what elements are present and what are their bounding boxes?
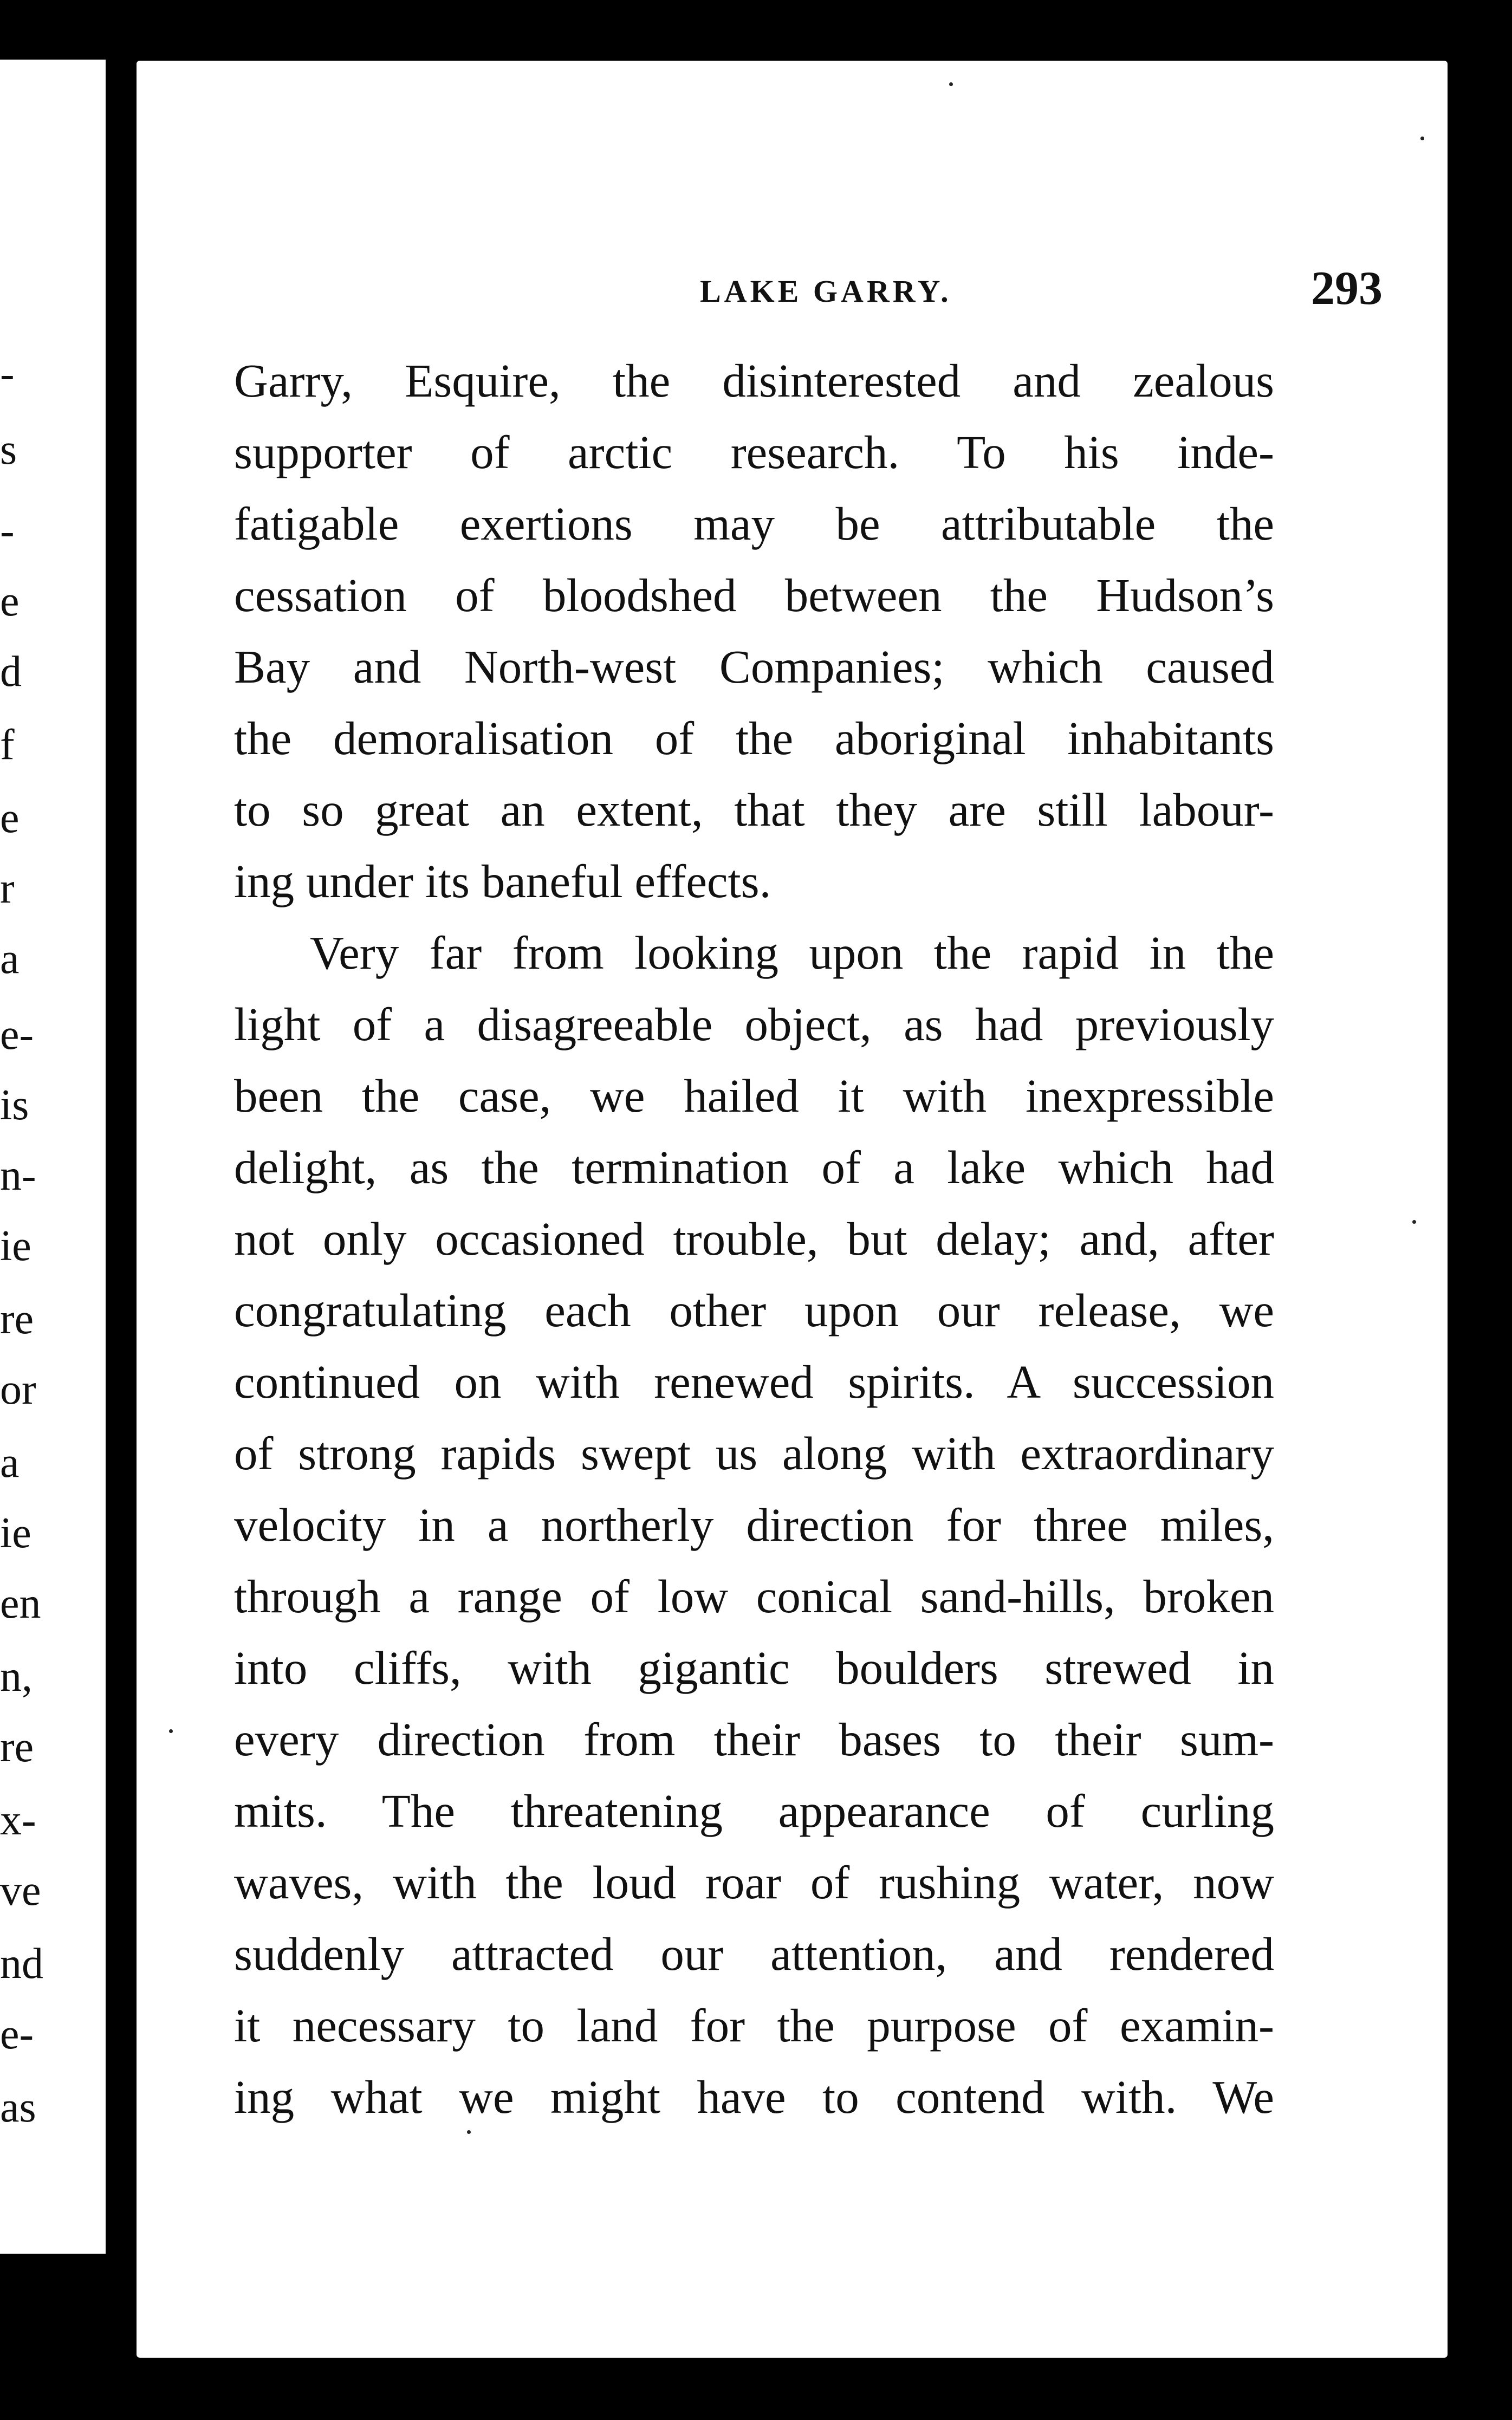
facing-fragment: x- [0, 1796, 36, 1844]
facing-fragment: re [0, 1723, 34, 1771]
text-line: Garry, Esquire, the disinterested and zealous [234, 354, 1274, 407]
facing-fragment: as [0, 2084, 36, 2131]
text-line: light of a disagreeable object, as had previously [234, 998, 1274, 1050]
facing-page-edge [0, 60, 106, 2254]
text-line: congratulating each other upon our release, we [234, 1284, 1274, 1336]
facing-fragment: n- [0, 1152, 36, 1199]
facing-fragment: - [0, 350, 15, 398]
text-line: to so great an extent, that they are still labour- [234, 783, 1274, 836]
text-line: Bay and North-west Companies; which caused [234, 640, 1274, 693]
text-line: delight, as the termination of a lake which had [234, 1141, 1274, 1193]
text-line: been the case, we hailed it with inexpressible [234, 1069, 1274, 1122]
facing-fragment: e- [0, 1011, 34, 1059]
text-line: fatigable exertions may be attributable the [234, 497, 1274, 550]
page-number: 293 [1311, 262, 1383, 315]
paper-speck [169, 1729, 173, 1733]
facing-fragment: a [0, 935, 20, 983]
text-line: not only occasioned trouble, but delay; and, after [234, 1212, 1274, 1265]
facing-fragment: or [0, 1366, 36, 1413]
text-line: velocity in a northerly direction for three miles, [234, 1498, 1274, 1551]
facing-fragment: ie [0, 1509, 31, 1557]
text-line: waves, with the loud roar of rushing water, now [234, 1856, 1274, 1909]
facing-fragment: e [0, 578, 20, 625]
running-title: LAKE GARRY. [700, 274, 952, 309]
facing-fragment: a [0, 1439, 20, 1487]
text-line: it necessary to land for the purpose of examin- [234, 1999, 1274, 2052]
text-line: ing under its baneful effects. [234, 855, 771, 907]
facing-fragment: d [0, 648, 22, 696]
text-line: mits. The threatening appearance of curling [234, 1785, 1274, 1837]
running-head [570, 261, 1383, 321]
text-line: into cliffs, with gigantic boulders strewed in [234, 1642, 1274, 1694]
facing-fragment: - [0, 507, 15, 555]
facing-fragment: nd [0, 1940, 43, 1988]
text-line: through a range of low conical sand-hills, broken [234, 1570, 1274, 1623]
text-line: supporter of arctic research. To his inde- [234, 426, 1274, 478]
text-line: continued on with renewed spirits. A succession [234, 1355, 1274, 1408]
facing-fragment: e [0, 794, 20, 842]
paper-speck [467, 2130, 471, 2134]
facing-fragment: r [0, 865, 15, 912]
facing-fragment: f [0, 721, 15, 769]
text-line: Very far from looking upon the rapid in the [310, 926, 1274, 979]
text-line: cessation of bloodshed between the Hudson’s [234, 569, 1274, 621]
text-line: the demoralisation of the aboriginal inhabitants [234, 712, 1274, 764]
facing-fragment: is [0, 1081, 29, 1129]
facing-fragment: ie [0, 1222, 31, 1270]
facing-fragment: re [0, 1295, 34, 1343]
facing-fragment: en [0, 1580, 41, 1627]
text-line: suddenly attracted our attention, and rendered [234, 1928, 1274, 1980]
facing-fragment: e- [0, 2010, 34, 2058]
book-page [137, 61, 1448, 2358]
facing-fragment: n, [0, 1653, 33, 1701]
paper-speck [949, 82, 953, 86]
facing-fragment: ve [0, 1867, 41, 1915]
text-line: of strong rapids swept us along with extraordinary [234, 1427, 1274, 1480]
paper-speck [1412, 1220, 1416, 1224]
facing-fragment: s [0, 426, 17, 473]
text-line: every direction from their bases to their sum- [234, 1713, 1274, 1766]
paper-speck [1420, 137, 1424, 140]
text-line: ing what we might have to contend with. We [234, 2071, 1274, 2123]
body-text [234, 345, 1274, 2133]
